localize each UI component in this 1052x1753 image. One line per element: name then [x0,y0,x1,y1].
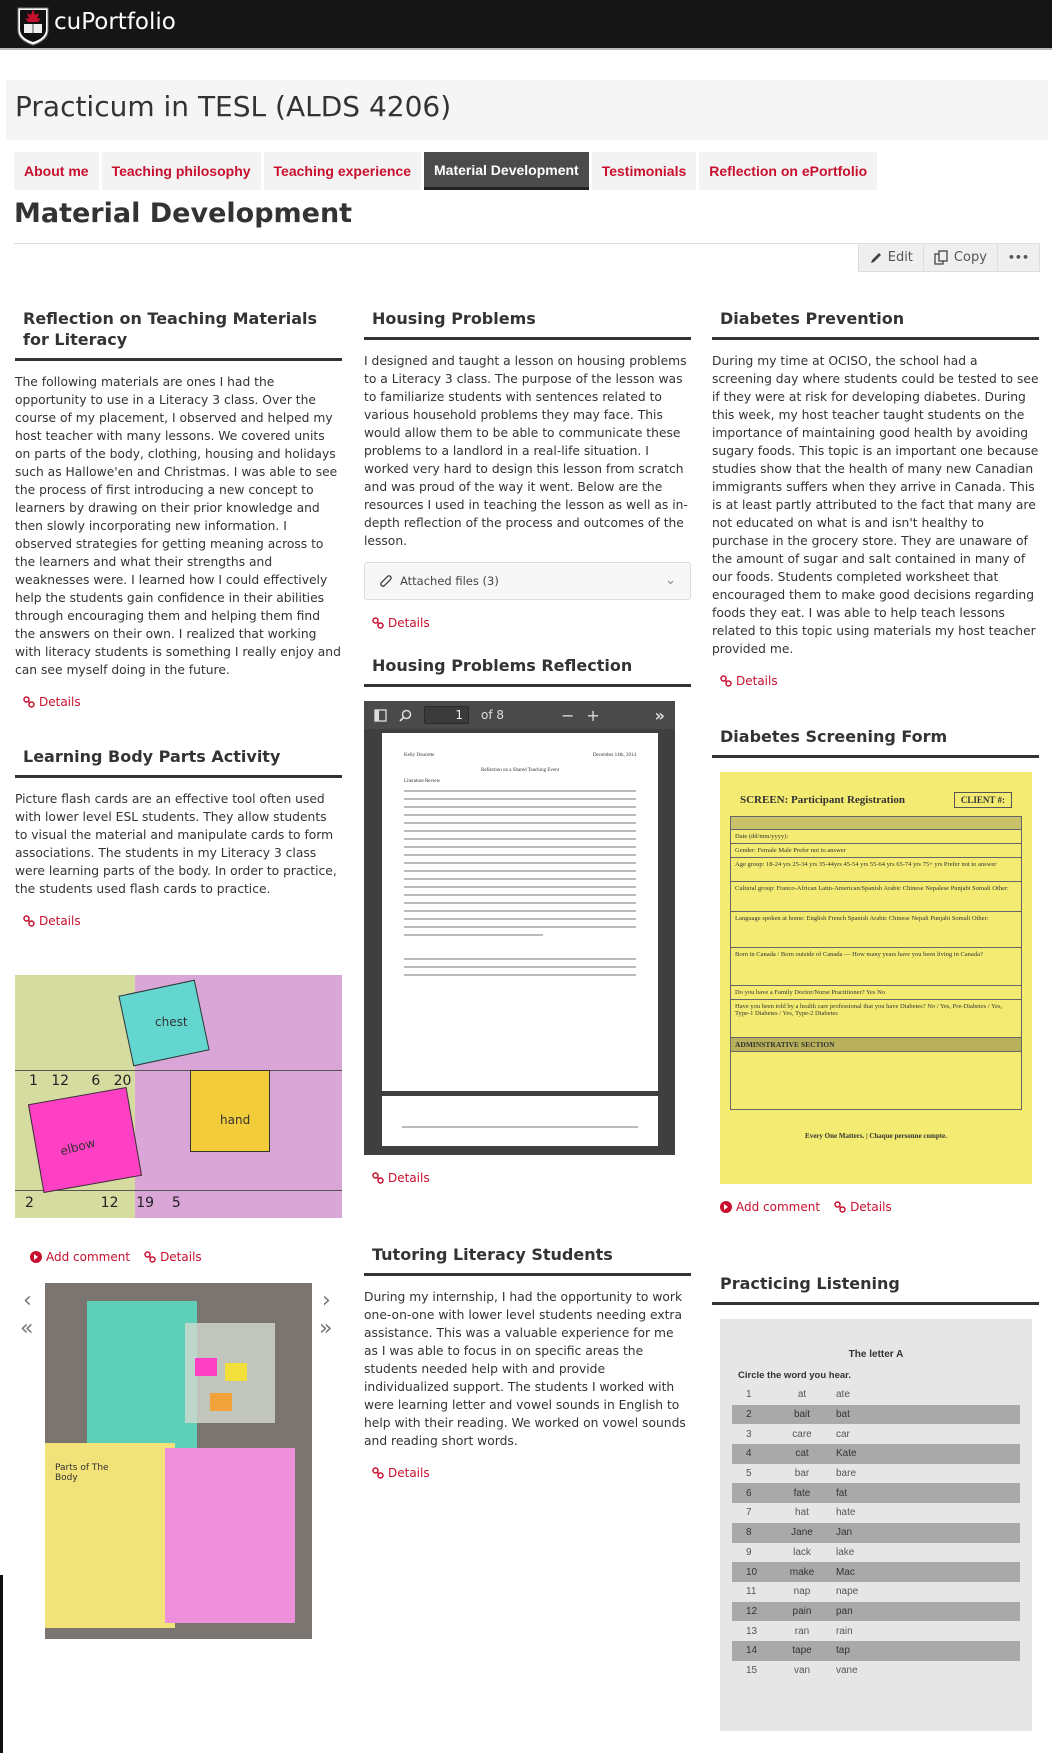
arrow-circle-right-icon [30,1251,42,1263]
link-icon [372,1467,384,1479]
block-title: Housing Problems Reflection [364,655,691,687]
tab-testimonials[interactable]: Testimonials [592,152,697,190]
pdf-page [382,733,658,1091]
page-tabs [14,152,877,190]
block-body: Picture flash cards are an effective tool often used with lower level ESL students. They allow students to visual the material and manipulate cards to form associations. The students in my Literacy 3 class were learning parts of the body. In order to practice, the students used flash cards to practice. [15,792,337,896]
link-icon [23,915,35,927]
details-label: Details [388,1171,430,1185]
page-title: Material Development [14,198,353,229]
worksheet-row: 3 care car [746,1428,850,1440]
worksheet-instruction: Circle the word you hear. [738,1370,851,1381]
sidebar-toggle-icon[interactable] [374,709,387,722]
block-housing-reflection [364,655,691,1185]
edit-button[interactable] [858,244,924,272]
block-body: The following materials are ones I had the opportunity to use in a Literacy 3 class. Over the course of my placement, I observed and helped my host teacher with many lessons. We covered units on parts of the body, clothing, housing and holidays such as Hallowe'en and Christmas. I was able to see the process of first introducing a new concept to learners by drawing on their prior knowledge and then slowly incorporating new information. I observed strategies for getting meaning across to the learners and what their strengths and weaknesses were. I learned how I could effectively help the students gain confidence in their abilities through encouraging them and helping them find the answers on their own. I realized that working with literacy students is something I really enjoy and can see myself doing in the future. [15,375,341,677]
form-row: Cultural group: Franco-African Latin-American/Spanish Arabic Chinese Nepalese Punjabi Somali Other: [730,882,1022,912]
pdf-toolbar [364,701,675,729]
worksheet-row: 4 cat Kate [732,1444,1020,1464]
details-label: Details [388,616,430,630]
block-title: Tutoring Literacy Students [364,1244,691,1276]
form-row: Age group: 18-24 yrs 25-34 yrs 35-44yrs 45-54 yrs 55-64 yrs 65-74 yrs 75+ yrs Prefer not to answer [730,858,1022,882]
worksheet-title: The letter A [848,1349,904,1360]
details-label: Details [736,674,778,688]
block-reflection-literacy [15,308,342,709]
zoom-out-button[interactable]: − [561,705,575,725]
details-link[interactable] [23,695,81,709]
link-icon [144,1251,156,1263]
worksheet-row: 14 tape tap [732,1641,1020,1661]
form-admin-section: ADMINSTRATIVE SECTION [730,1038,1022,1052]
carousel-next-button[interactable]: › [322,1288,331,1313]
zoom-in-button[interactable]: + [586,705,600,725]
card-label: hand [220,1113,251,1127]
worksheet-row: 15 van vane [746,1664,858,1676]
details-link[interactable] [372,1466,430,1480]
form-row: Date (dd/mm/yyyy): [730,830,1022,844]
details-label: Details [388,1466,430,1480]
details-link[interactable] [23,914,81,928]
form-row: Do you have a Family Doctor/Nurse Practitioner? Yes No [730,986,1022,1000]
attached-files-label: Attached files (3) [400,574,499,588]
form-title: SCREEN: Participant Registration [740,794,905,806]
copy-button[interactable] [924,244,998,272]
block-housing-problems [364,308,691,630]
card-label: chest [155,1015,188,1029]
worksheet-row: 2 bait bat [732,1405,1020,1425]
link-icon [372,617,384,629]
worksheet-row: 13 ran rain [746,1625,853,1637]
form-row: Have you been told by a health care professional that you have Diabetes? No / Yes, Pre-Diabetes / Yes, Type-1 Diabetes / Yes, Type-2 Diabetes [730,1000,1022,1038]
link-icon [720,675,732,687]
details-label: Details [850,1200,892,1214]
worksheet-row: 9 lack lake [746,1546,855,1558]
window-edge [0,1575,3,1753]
link-icon [23,696,35,708]
worksheet-row: 10 make Mac [732,1562,1020,1582]
tab-teaching-experience[interactable]: Teaching experience [264,152,421,190]
form-row: Gender: Female Male Prefer not to answer [730,844,1022,858]
carousel-image[interactable] [45,1283,312,1639]
worksheet-row: 7 hat hate [746,1507,856,1519]
pdf-page-2 [382,1096,658,1146]
block-practicing-listening [712,1273,1039,1731]
copy-label: Copy [953,250,987,265]
details-link[interactable] [144,1250,202,1264]
worksheet-row: 6 fate fat [732,1483,1020,1503]
app-brand[interactable]: cuPortfolio [54,9,176,35]
search-icon[interactable] [399,709,412,722]
worksheet-row: 1 at ate [746,1389,850,1401]
details-link[interactable] [372,1171,430,1185]
add-comment-link[interactable] [30,1250,130,1264]
block-title: Reflection on Teaching Materials for Literacy [15,308,342,361]
link-icon [372,1172,384,1184]
paperclip-icon [379,575,392,588]
block-diabetes-form [712,726,1039,1214]
add-comment-label: Add comment [46,1250,131,1264]
page-action-bar [14,243,1040,270]
worksheet-row: 8 Jane Jan [732,1523,1020,1543]
details-label: Details [39,914,81,928]
form-row: Born in Canada / Born outside of Canada — How many years have you been living in Canada? [730,948,1022,986]
tab-material-development[interactable]: Material Development [424,152,589,190]
top-navbar [0,0,1052,50]
university-shield-icon[interactable] [16,4,50,46]
worksheet-row: 12 pain pan [732,1602,1020,1622]
card-label: elbow [58,1135,97,1159]
block-diabetes-prevention [712,308,1039,688]
pdf-viewer[interactable] [364,701,675,1155]
portfolio-header [6,80,1048,140]
add-comment-link[interactable] [720,1200,820,1214]
pdf-page-count: of 8 [481,708,505,722]
add-comment-label: Add comment [736,1200,821,1214]
details-link[interactable] [834,1200,892,1214]
form-row: Language spoken at home: English French Spanish Arabic Chinese Nepali Punjabi Somali Other: [730,912,1022,948]
more-options-icon: ••• [1007,251,1029,264]
doc-date: December 14th, 2014 [592,753,636,758]
form-footer: Every One Matters. | Chaque personne compte. [805,1132,947,1140]
block-title: Practicing Listening [712,1273,1039,1305]
chevron-down-icon: ⌄ [665,573,676,588]
doc-section: Literature Review [404,779,441,784]
block-body: During my time at OCISO, the school had a screening day where students could be tested to see if they were at risk for developing diabetes. During this week, my host teacher taught students on the importance of maintaining good health by avoiding sugary foods. This topic is an important one because studies show that the health of many new Canadian immigrants suffers when they arrive in Canada. This is at least partly attributed to the fact that many are not educated on what is and isn't healthy to purchase in the grocery store. They are unaware of the amount of sugar and salt contained in many of our foods. Students completed worksheet that encouraged them to make good decisions regarding foods they eat. I was able to help teach lessons related to this topic using materials my host teacher provided me. [712,354,1039,656]
tab-about-me[interactable]: About me [14,152,99,190]
details-label: Details [160,1250,202,1264]
worksheet-row: 5 bar bare [746,1468,857,1480]
page-actions [858,244,1040,272]
carousel-last-button[interactable]: » [319,1316,333,1341]
pdf-more-tools-button[interactable]: » [654,705,665,725]
form-client-label: CLIENT #: [954,792,1012,808]
block-tutoring [364,1244,691,1480]
details-label: Details [39,695,81,709]
tab-reflection-on-eportfolio[interactable]: Reflection on ePortfolio [699,152,877,190]
block-title: Housing Problems [364,308,691,340]
arrow-circle-right-icon [720,1201,732,1213]
block-title: Diabetes Prevention [712,308,1039,340]
block-title: Learning Body Parts Activity [15,746,342,778]
block-body-parts [15,746,342,928]
body-parts-photo-links [22,1250,202,1264]
screening-form-image[interactable] [720,772,1032,1184]
details-link[interactable] [720,674,778,688]
edit-label: Edit [887,250,913,265]
copy-icon [934,250,949,265]
block-body: During my internship, I had the opportunity to work one-on-one with lower level students needing extra assistance. This was a valuable experience for me as I was able to focus in on specific areas the students needed help with and provide individualized support. The students I worked with were learning letter and vowel sounds in English to help with their reading. We worked on vowel sounds and reading short words. [364,1290,686,1448]
pdf-page-input[interactable]: 1 [424,706,469,724]
portfolio-title: Practicum in TESL (ALDS 4206) [15,90,452,123]
block-title: Diabetes Screening Form [712,726,1039,758]
flash-cards-photo[interactable]: chest hand elbow 1 12 6 20 2 12 19 5 [15,975,342,1218]
attached-files-toggle[interactable] [364,562,691,600]
worksheet-row: 11 nap nape [746,1586,859,1598]
doc-title: Reflection on a Shared Teaching Event [480,768,559,773]
listening-worksheet-image[interactable] [720,1319,1032,1731]
carousel-first-button[interactable]: « [20,1316,34,1341]
carousel-prev-button[interactable]: ‹ [23,1288,32,1313]
tab-teaching-philosophy[interactable]: Teaching philosophy [102,152,261,190]
doc-author: Kelly Doucette [404,753,435,758]
block-body: I designed and taught a lesson on housing problems to a Literacy 3 class. The purpose of the lesson was to familiarize students with sentences related to various household problems they may face. This would allow them to be able to communicate these problems to a landlord in a real-life situation. I worked very hard to design this lesson from scratch and was proud of the way it went. Below are the resources I used in teaching the lesson as well as in-depth reflection of the process and outcomes of the lesson. [364,354,688,548]
link-icon [834,1201,846,1213]
carousel-image-caption: Parts of The Body [55,1463,109,1483]
pencil-icon [869,251,883,265]
details-link[interactable] [372,616,430,630]
more-options-button[interactable] [998,244,1040,272]
